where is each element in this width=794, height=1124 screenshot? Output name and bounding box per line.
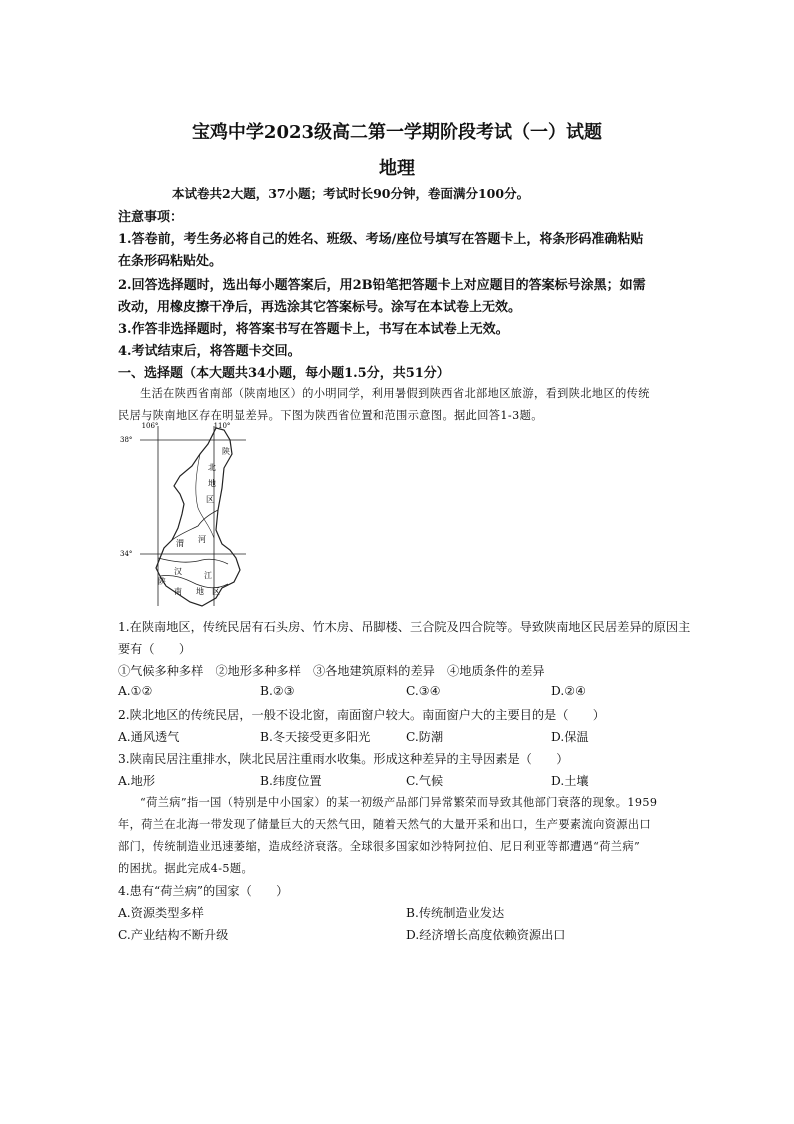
map-label: 陕 [222, 447, 230, 456]
exam-info: 本试卷共2大题，37小题；考试时长90分钟，卷面满分100分。 [172, 186, 530, 201]
map-label: 地 [208, 479, 216, 488]
question-4-option-b[interactable]: B.传统制造业发达 [406, 906, 505, 920]
question-1-stem-line-1: 1.在陕南地区，传统民居有石头房、竹木房、吊脚楼、三合院及四合院等。导致陕南地区民居差异的原因主 [118, 620, 691, 634]
exam-title: 宝鸡中学2023级高二第一学期阶段考试（一）试题 [191, 122, 603, 143]
question-2-option-d[interactable]: D.保温 [551, 730, 589, 744]
notice-heading: 注意事项： [118, 210, 184, 225]
question-3-option-a[interactable]: A.地形 [118, 774, 156, 788]
notice-item-4: 4.考试结束后，将答题卡交回。 [118, 344, 301, 359]
question-2-option-b[interactable]: B.冬天接受更多阳光 [260, 730, 371, 744]
notice-item-2-line-1: 2.回答选择题时，选出每小题答案后，用2B铅笔把答题卡上对应题目的答案标号涂黑；如需 [118, 278, 646, 293]
question-1-option-d[interactable]: D.②④ [551, 684, 587, 698]
notice-item-1-line-1: 1.答卷前，考生务必将自己的姓名、班级、考场/座位号填写在答题卡上，将条形码准确粘贴 [118, 232, 644, 247]
question-4-stem: 4.患有“荷兰病”的国家（ ） [118, 884, 289, 898]
question-1-factors: ①气候多种多样 ②地形多种多样 ③各地建筑原料的差异 ④地质条件的差异 [118, 664, 545, 678]
passage-1-line-2: 民居与陕南地区存在明显差异。下图为陕西省位置和范围示意图。据此回答1-3题。 [118, 409, 543, 422]
question-2-option-c[interactable]: C.防潮 [406, 730, 444, 744]
passage-2-line-4: 的困扰。据此完成4-5题。 [118, 862, 254, 875]
subject-title: 地理 [379, 158, 415, 179]
notice-item-3: 3.作答非选择题时，将答案书写在答题卡上，书写在本试卷上无效。 [118, 322, 509, 337]
map-label: 河 [198, 535, 206, 544]
map-label: 地 [196, 587, 204, 596]
question-4-option-a[interactable]: A.资源类型多样 [118, 906, 204, 920]
passage-2-line-2: 年，荷兰在北海一带发现了储量巨大的天然气田，随着天然气的大量开采和出口，生产要素流向资源出口 [118, 818, 652, 831]
map-label: 陕 [158, 577, 166, 586]
question-2-stem: 2.陕北地区的传统民居，一般不设北窗，南面窗户较大。南面窗户大的主要目的是（ ） [118, 708, 605, 722]
map-label: 江 [204, 571, 212, 580]
map-label: 渭 [176, 539, 184, 548]
question-4-option-c[interactable]: C.产业结构不断升级 [118, 928, 229, 942]
question-3-stem: 3.陕南民居注重排水，陕北民居注重雨水收集。形成这种差异的主导因素是（ ） [118, 752, 569, 766]
map-label: 区 [212, 587, 220, 596]
longitude-label-106: 106° [141, 422, 159, 430]
map-label: 南 [174, 587, 182, 596]
passage-2-line-1: “荷兰病”指一国（特别是中小国家）的某一初级产品部门异常繁荣而导致其他部门衰落的现象。1959 [140, 796, 658, 809]
passage-1-line-1: 生活在陕西省南部（陕南地区）的小明同学，利用暑假到陕西省北部地区旅游，看到陕北地区的传统 [140, 387, 650, 400]
notice-item-1-line-2: 在条形码粘贴处。 [118, 254, 223, 269]
passage-2-line-3: 部门，传统制造业迅速萎缩，造成经济衰落。全球很多国家如沙特阿拉伯、尼日利亚等都遭遇“荷兰病” [118, 840, 641, 853]
question-3-option-d[interactable]: D.土壤 [551, 774, 589, 788]
section-heading: 一、选择题（本大题共34小题，每小题1.5分，共51分） [118, 366, 450, 381]
question-4-option-d[interactable]: D.经济增长高度依赖资源出口 [406, 928, 566, 942]
map-label: 区 [206, 495, 214, 504]
question-3-option-b[interactable]: B.纬度位置 [260, 774, 322, 788]
map-label: 北 [208, 463, 216, 472]
question-2-option-a[interactable]: A.通风透气 [118, 730, 180, 744]
question-1-stem-line-2: 要有（ ） [118, 642, 192, 656]
notice-item-2-line-2: 改动，用橡皮擦干净后，再选涂其它答案标号。涂写在本试卷上无效。 [118, 300, 522, 315]
map-label: 汉 [174, 567, 182, 576]
latitude-label-34: 34° [120, 550, 133, 558]
question-3-option-c[interactable]: C.气候 [406, 774, 444, 788]
latitude-label-38: 38° [120, 436, 133, 444]
shaanxi-map [118, 418, 258, 614]
longitude-label-110: 110° [213, 422, 231, 430]
question-1-option-b[interactable]: B.②③ [260, 684, 295, 698]
question-1-option-c[interactable]: C.③④ [406, 684, 441, 698]
question-1-option-a[interactable]: A.①② [118, 684, 153, 698]
